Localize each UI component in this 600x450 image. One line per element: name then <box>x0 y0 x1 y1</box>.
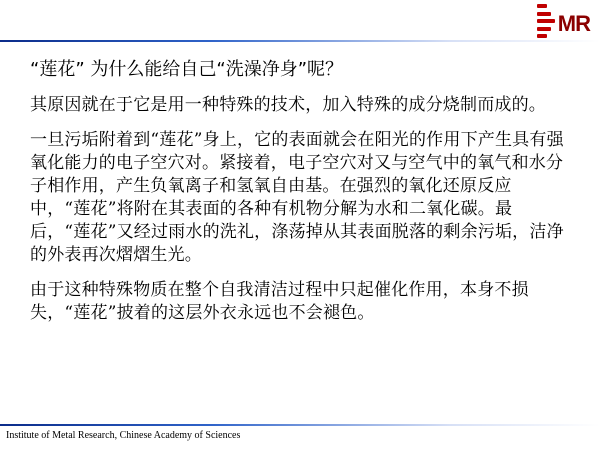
paragraph-2: 一旦污垢附着到“莲花”身上，它的表面就会在阳光的作用下产生具有强氧化能力的电子空穴对。紧接着，电子空穴对又与空气中的氧气和水分子相作用，产生负氧离子和氢氧自由基。在强烈的氧化还原反应中，“莲花”将附在其表面的各种有机物分解为水和二氧化碳。最后，“莲花”又经过雨水的洗礼，涤荡掉从其表面脱落的剩余污垢，洁净的外表再次熠熠生光。 <box>30 130 564 265</box>
header-divider <box>0 40 600 42</box>
institute-logo <box>537 2 590 38</box>
logo-mark-icon <box>537 4 555 38</box>
slide-title: “莲花” 为什么能给自己“洗澡净身”呢？ <box>30 59 344 80</box>
slide-content <box>30 58 570 337</box>
paragraph-3: 由于这种特殊物质在整个自我清洁过程中只起催化作用，本身不损失，“莲花”披着的这层外衣永远也不会褪色。 <box>30 280 529 323</box>
paragraph-1: 其原因就在于它是用一种特殊的技术，加入特殊的成分烧制而成的。 <box>30 95 546 115</box>
footer-institution: Institute of Metal Research, Chinese Academy of Sciences <box>6 430 241 441</box>
footer-divider <box>0 424 600 426</box>
logo-text: MR <box>557 11 590 36</box>
